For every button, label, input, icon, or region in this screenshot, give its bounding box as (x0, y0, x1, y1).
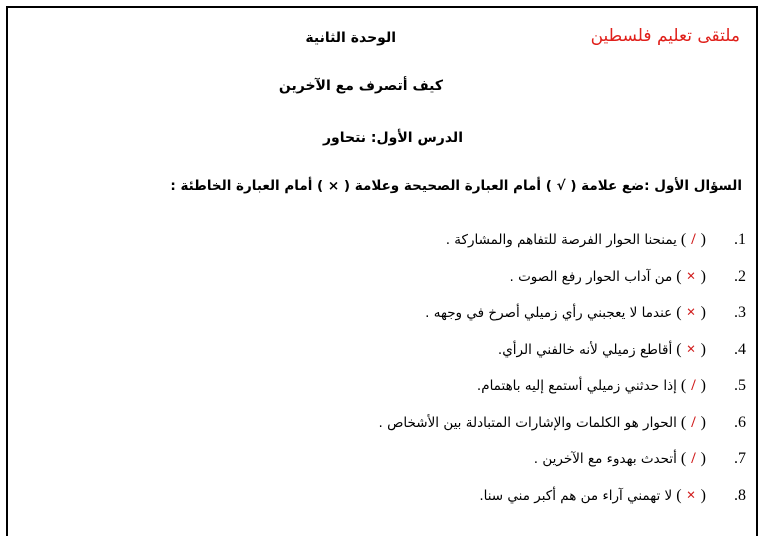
unit-heading: الوحدة الثانية (305, 30, 396, 46)
answer-box[interactable]: ( × ) (676, 340, 706, 358)
item-text: إذا حدثني زميلي أستمع إليه باهتمام. (476, 378, 677, 395)
answer-list (379, 222, 746, 514)
list-item (379, 441, 746, 478)
item-number: .1 (734, 231, 746, 249)
answer-mark: × (686, 340, 696, 358)
item-text: لا تهمني آراء من هم أكبر مني سنا. (479, 487, 673, 504)
item-number: .3 (734, 304, 746, 322)
answer-box[interactable]: ( × ) (676, 486, 706, 504)
list-item (379, 259, 746, 296)
item-text: يمنحنا الحوار الفرصة للتفاهم والمشاركة . (445, 232, 677, 249)
answer-box[interactable]: ( / ) (680, 231, 706, 249)
item-text: الحوار هو الكلمات والإشارات المتبادلة بين الأشخاص . (378, 414, 677, 431)
list-item (379, 295, 746, 332)
item-text: أقاطع زميلي لأنه خالفني الرأي. (497, 341, 673, 358)
list-item (379, 332, 746, 369)
list-item (379, 478, 746, 515)
lesson-subtitle: الدرس الأول: نتحاور (322, 130, 463, 146)
list-item (379, 405, 746, 442)
list-item (379, 368, 746, 405)
answer-mark: / (691, 231, 696, 249)
answer-mark: × (686, 267, 696, 285)
item-number: .8 (734, 486, 746, 504)
answer-box[interactable]: ( / ) (680, 413, 706, 431)
item-number: .2 (734, 267, 746, 285)
item-number: .6 (734, 413, 746, 431)
answer-box[interactable]: ( / ) (680, 450, 706, 468)
lesson-title: كيف أتصرف مع الآخرين (278, 78, 443, 94)
answer-mark: / (691, 450, 696, 468)
brand-label: ملتقى تعليم فلسطين (590, 26, 740, 46)
answer-mark: / (691, 377, 696, 395)
question-prompt: السؤال الأول :ضع علامة ( √ ) أمام العبارة الصحيحة وعلامة ( × ) أمام العبارة الخاطئة : (170, 178, 742, 194)
answer-box[interactable]: ( / ) (680, 377, 706, 395)
answer-mark: × (686, 486, 696, 504)
item-text: أتحدث بهدوء مع الآخرين . (533, 451, 677, 468)
item-number: .7 (734, 450, 746, 468)
item-number: .5 (734, 377, 746, 395)
list-item (379, 222, 746, 259)
answer-box[interactable]: ( × ) (676, 267, 706, 285)
answer-mark: × (686, 304, 696, 322)
item-number: .4 (734, 340, 746, 358)
item-text: عندما لا يعجبني رأي زميلي أصرخ في وجهه . (425, 305, 673, 322)
answer-box[interactable]: ( × ) (676, 304, 706, 322)
item-text: من آداب الحوار رفع الصوت . (509, 268, 673, 285)
answer-mark: / (691, 413, 696, 431)
